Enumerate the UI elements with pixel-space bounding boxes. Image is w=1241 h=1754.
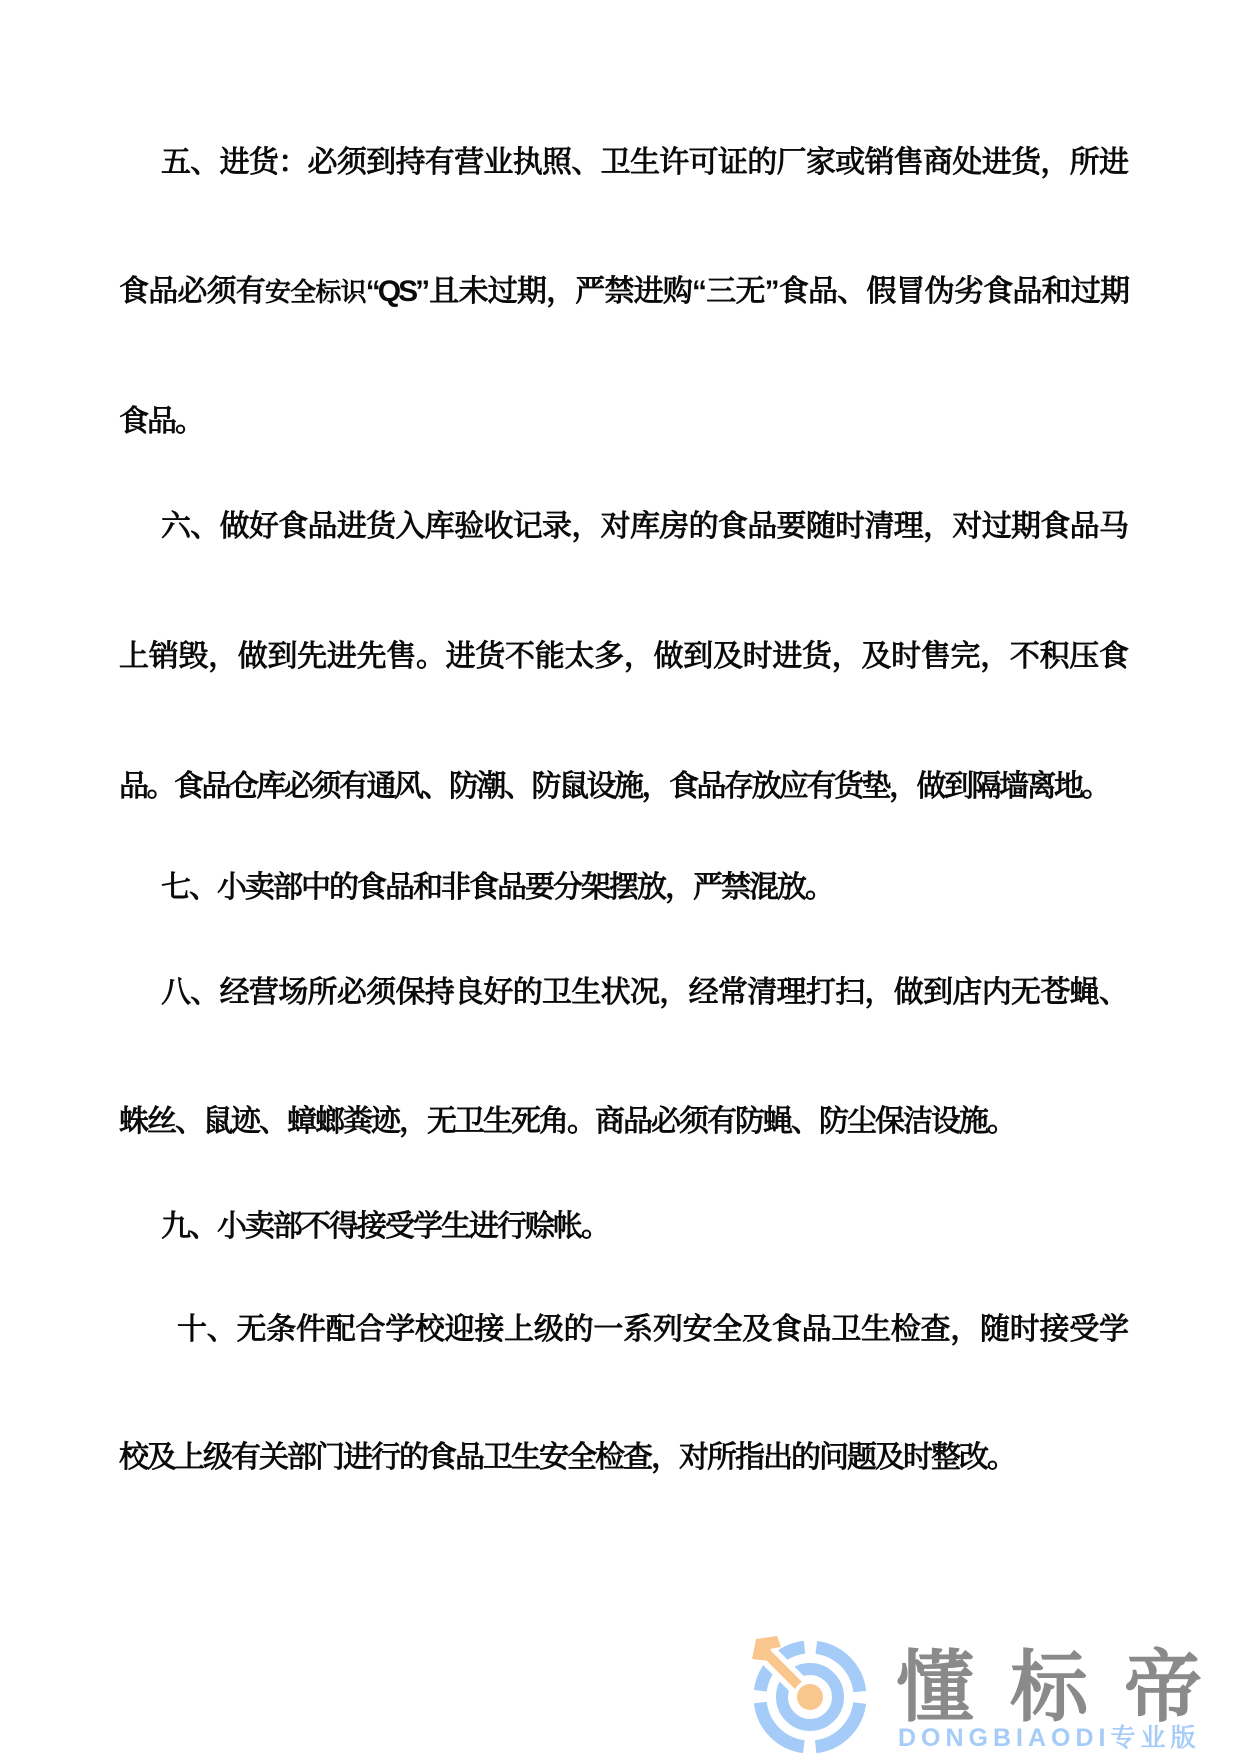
brand-name-chinese: 懂标帝 [896,1643,1239,1731]
text-segment-small: 安全标识 [264,277,366,307]
text-line-item-6: 六、做好食品进货入库验收记录，对库房的食品要随时清理，对过期食品马 [161,510,1127,543]
text-line-item-6-cont-2: 品。食品仓库必须有通风、防潮、防鼠设施，食品存放应有货垫，做到隔墙离地。 [119,770,1109,803]
text-line-item-5: 五、进货：必须到持有营业执照、卫生许可证的厂家或销售商处进货，所进 [161,146,1127,179]
text-line-item-9: 九、小卖部不得接受学生进行赊帐。 [161,1210,609,1243]
text-line-item-10: 十、无条件配合学校迎接上级的一系列安全及食品卫生检查，随时接受学 [177,1313,1127,1346]
text-line-item-7: 七、小卖部中的食品和非食品要分架摆放，严禁混放。 [161,871,833,904]
text-line-item-5-cont-1 [119,272,1127,312]
text-line-item-8: 八、经营场所必须保持良好的卫生状况，经常清理打扫，做到店内无苍蝇、 [161,976,1127,1009]
text-line-item-10-cont-1: 校及上级有关部门进行的食品卫生安全检查，对所指出的问题及时整改。 [119,1441,1015,1474]
target-dart-icon [748,1633,868,1754]
brand-name-latin-and-edition [898,1724,1201,1752]
brand-name-latin: DONGBIAODI [898,1724,1111,1752]
text-segment-normal: “QS”且未过期，严禁进购“三无”食品、假冒伪劣食品和过期 [365,275,1127,308]
text-line-item-5-cont-2: 食品。 [119,405,203,438]
text-line-item-6-cont-1: 上销毁，做到先进先售。进货不能太多，做到及时进货，及时售完，不积压食 [119,640,1127,673]
edition-label: 专业版 [1110,1724,1201,1752]
text-line-item-8-cont-1: 蛛丝、鼠迹、蟑螂粪迹，无卫生死角。商品必须有防蝇、防尘保洁设施。 [119,1105,1015,1138]
text-segment-normal: 食品必须有 [119,275,265,308]
